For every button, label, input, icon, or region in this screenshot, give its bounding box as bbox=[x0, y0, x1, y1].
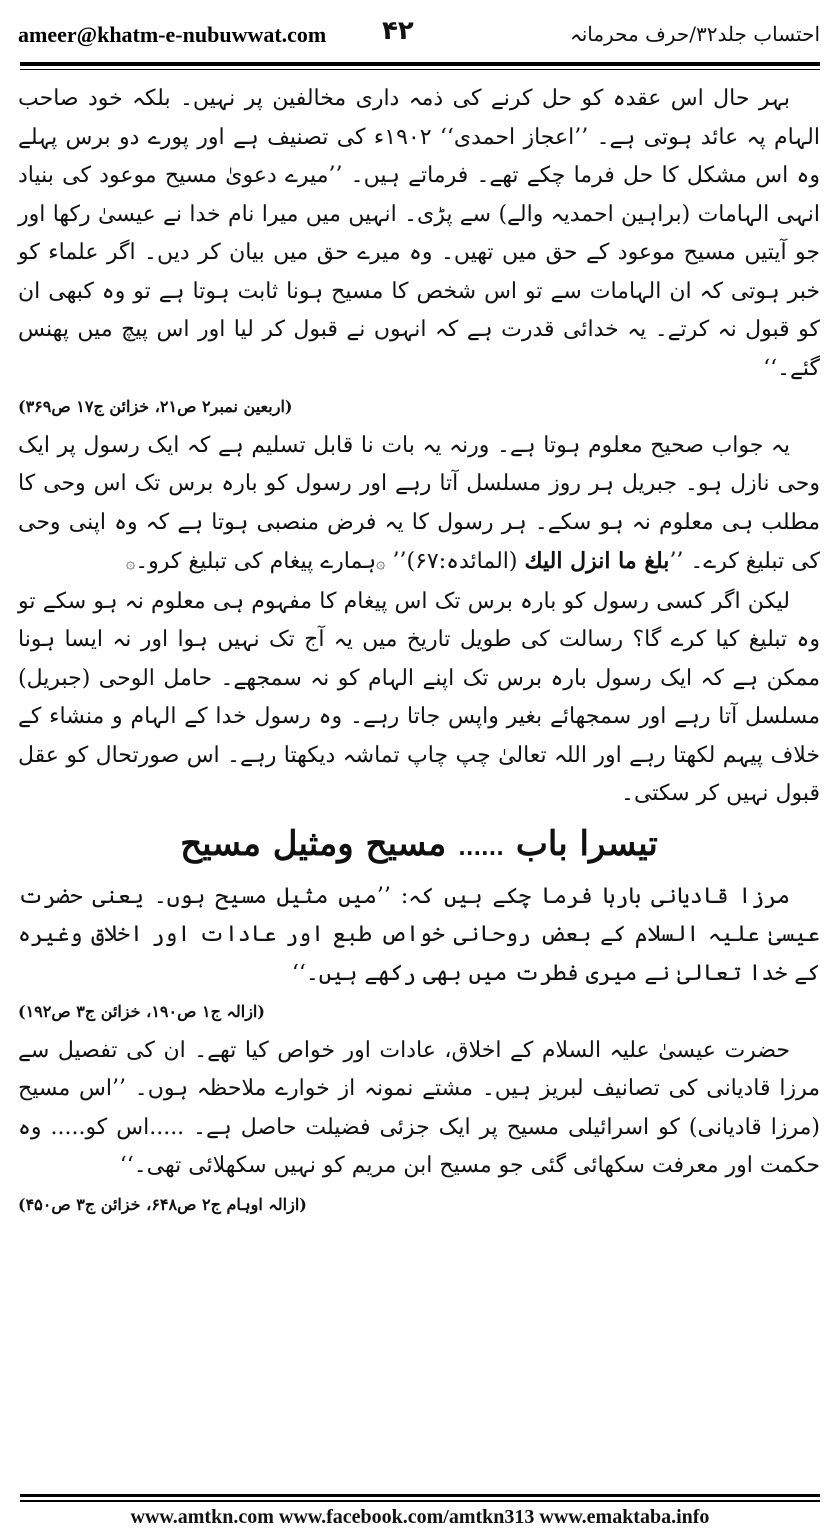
paragraph-4: مرزا قادیانی بارہا فرما چکے ہیں کہ: ’’میں مثیل مسیح ہوں۔ یعنی حضرت عیسیٰ علیہ السلام کے بعض روحانی خواص طبع اور عادات اور اخلاق وغیرہ کے خدا تعالیٰ نے میری فطرت میں بھی رکھے ہیں۔‘‘ bbox=[18, 883, 820, 986]
paragraph-3: لیکن اگر کسی رسول کو بارہ برس تک اس پیغام کا مفہوم ہی معلوم نہ ہو سکے تو وہ تبلیغ کیا کرے گا؟ رسالت کی طویل تاریخ میں یہ آج تک نہیں ہوا اور نہ ایسا ہونا ممکن ہے کہ ایک رسول بارہ برس تک اپنے الہام کو نہ سمجھے۔ حامل الوحی (جبریل) مسلسل آتا رہے اور سمجھائے بغیر واپس جاتا رہے۔ وہ رسول خدا کے الہام و منشاء کے خلاف پیہم لکھتا رہے اور اللہ تعالیٰ چپ چاپ تماشہ دیکھتا رہے۔ اس صورتحال کو عقل قبول نہیں کر سکتی۔ bbox=[18, 588, 820, 806]
citation-3: (ازالہ اوہام ج۲ ص۶۴۸، خزائن ج۳ ص۴۵۰) bbox=[18, 1194, 307, 1214]
header-rule-thin bbox=[20, 69, 820, 70]
footer-rule-thick bbox=[20, 1494, 820, 1497]
paragraph-1: بہر حال اس عقدہ کو حل کرنے کی ذمہ داری مخالفین پر نہیں۔ بلکہ خود صاحب الہام پہ عائد ہوتی ہے۔ ’’اعجاز احمدی‘‘ ۱۹۰۲ء کی تصنیف ہے اور پورے دو برس پہلے وہ اس مشکل کا حل فرما چکے تھے۔ فرماتے ہیں۔ ’’میرے دعویٰ مسیح موعود کی بنیاد انہی الہامات (براہین احمدیہ والے) سے پڑی۔ انہیں میں میرا نام خدا نے عیسیٰ رکھا اور جو آیتیں مسیح موعود کے حق میں تھیں۔ وہ میرے حق میں بیان کر دیں۔ اگر علماء کو خبر ہوتی کہ ان الہامات سے تو اس شخص کا مسیح ہونا ثابت ہوتا ہے تو وہ کبھی ان کو قبول نہ کرتے۔ یہ خدائی قدرت ہے کہ انہوں نے قبول کر لیا اور اس پیچ میں پھنس گئے۔‘‘ bbox=[18, 86, 820, 381]
paragraph-2: یہ جواب صحیح معلوم ہوتا ہے۔ ورنہ یہ بات نا قابل تسلیم ہے کہ ایک رسول پر ایک وحی نازل ہو۔ جبریل ہر روز مسلسل آتا رہے اور رسول کو بارہ برس تک اس وحی کا مطلب ہی معلوم نہ ہو سکے۔ ہر رسول کا یہ فرض منصبی ہوتا ہے کہ وہ اپنی وحی کی تبلیغ کرے۔ ’’بلغ ما انزل اليك (المائدہ:۶۷)’’ ۞ہمارے پیغام کی تبلیغ کرو۔۞ bbox=[18, 432, 820, 574]
chapter-number: تیسرا باب bbox=[515, 823, 658, 864]
ornament-left-icon: ۞ bbox=[376, 553, 386, 572]
footer-links: www.amtkn.com www.facebook.com/amtkn313 www.emaktaba.info bbox=[130, 1506, 710, 1528]
ornament-right-icon: ۞ bbox=[125, 553, 136, 572]
header-title: احتساب جلد۳۲/حرف محرمانہ bbox=[569, 22, 820, 46]
paragraph-2-text: یہ جواب صحیح معلوم ہوتا ہے۔ ورنہ یہ بات نا قابل تسلیم ہے کہ ایک رسول پر ایک وحی نازل ہو۔ جبریل ہر روز مسلسل آتا رہے اور رسول کو بارہ برس تک اس وحی کا مطلب ہی معلوم نہ ہو سکے۔ ہر رسول کا یہ فرض منصبی ہوتا ہے کہ وہ اپنی وحی کی تبلیغ کرے۔ ’’ bbox=[18, 432, 820, 574]
chapter-title: مسیح ومثیل مسیح bbox=[180, 823, 447, 864]
quran-translation: ہمارے پیغام کی تبلیغ کرو۔ bbox=[135, 549, 377, 574]
citation-2: (ازالہ ج۱ ص۱۹۰، خزائن ج۳ ص۱۹۲) bbox=[18, 1002, 265, 1021]
page-header bbox=[0, 0, 840, 64]
citation-1: (اربعین نمبر۲ ص۲۱، خزائن ج۱۷ ص۳۶۹) bbox=[18, 397, 293, 416]
quran-quote: بلغ ما انزل اليك bbox=[524, 548, 670, 574]
page-body bbox=[18, 80, 820, 1224]
header-rule-thick bbox=[20, 62, 820, 66]
page-number: ۴۲ bbox=[382, 16, 414, 46]
citation-row-3 bbox=[18, 1186, 820, 1225]
citation-row-1 bbox=[18, 388, 820, 427]
paragraph-5: حضرت عیسیٰ علیہ السلام کے اخلاق، عادات اور خواص کیا تھے۔ ان کی تفصیل سے مرزا قادیانی کی تصانیف لبریز ہیں۔ مشتے نمونہ از خوارے ملاحظہ ہوں۔ ’’اس مسیح (مرزا قادیانی) کو اسرائیلی مسیح پر ایک جزئی فضیلت حاصل ہے۔ .....اس کو..... وہ حکمت اور معرفت سکھائی گئی جو مسیح ابن مریم کو نہیں سکھلائی تھی۔‘‘ bbox=[18, 1037, 820, 1178]
citation-row-2 bbox=[18, 993, 820, 1032]
chapter-heading bbox=[18, 814, 820, 878]
quran-citation: (المائدہ:۶۷) bbox=[406, 549, 518, 574]
footer-rule-thin bbox=[20, 1500, 820, 1502]
heading-dots: ...... bbox=[458, 835, 504, 860]
header-email: ameer@khatm-e-nubuwwat.com bbox=[18, 22, 327, 47]
